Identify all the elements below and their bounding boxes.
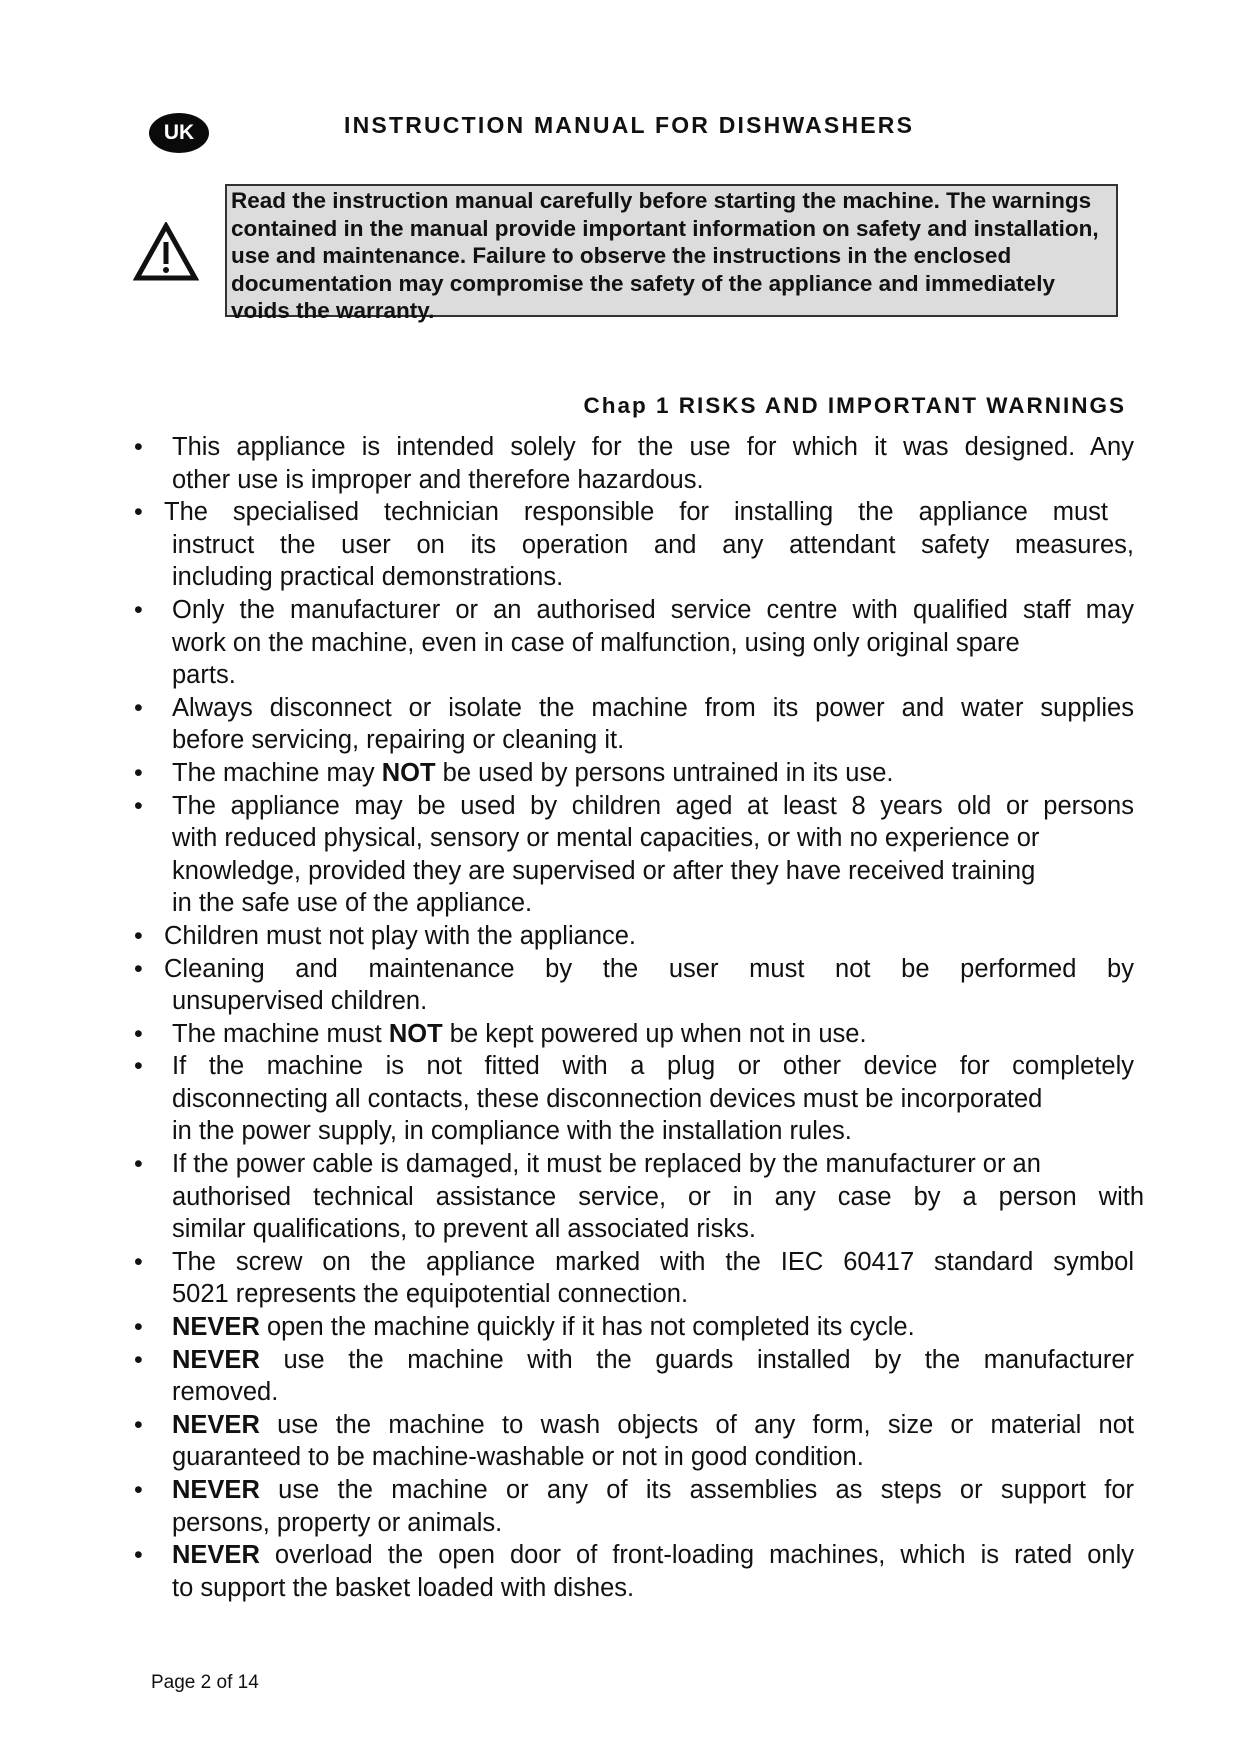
warning-triangle-icon <box>133 222 199 282</box>
list-item-line <box>172 1278 1134 1311</box>
list-item-line <box>172 464 1134 497</box>
line-text: unsupervised children. <box>172 987 428 1016</box>
bullet-icon: • <box>134 1019 143 1048</box>
list-item-line <box>172 561 1134 594</box>
bullet-icon: • <box>134 433 143 461</box>
bullet-icon: • <box>134 1410 143 1439</box>
bullet-icon: • <box>134 1052 143 1081</box>
line-text: Always disconnect or isolate the machine from its power and water supplies <box>172 693 1134 722</box>
list-item-line <box>172 1246 1134 1279</box>
list-item <box>134 1050 1134 1148</box>
bullet-icon: • <box>134 1345 143 1374</box>
list-item <box>134 757 1134 790</box>
line-text: other use is improper and therefore hazardous. <box>172 465 704 494</box>
line-text: disconnecting all contacts, these disconnection devices must be incorporated <box>172 1084 1043 1113</box>
list-item <box>134 1474 1134 1539</box>
line-text: The screw on the appliance marked with the IEC 60417 standard symbol <box>172 1247 1134 1276</box>
list-item <box>134 953 1134 1018</box>
bullet-icon: • <box>134 1476 143 1504</box>
line-text: similar qualifications, to prevent all associated risks. <box>172 1215 756 1244</box>
list-item-line <box>172 855 1134 888</box>
list-item-line <box>172 887 1134 920</box>
line-text: The machine may <box>172 758 382 787</box>
emphasis-text: NEVER <box>172 1541 260 1570</box>
chapter-heading: Chap 1 RISKS AND IMPORTANT WARNINGS <box>583 393 1126 418</box>
list-item <box>134 920 1134 953</box>
list-item-line <box>172 1441 1134 1474</box>
line-text: Cleaning and maintenance by the user must not be performed by <box>164 954 1134 983</box>
line-text: If the power cable is damaged, it must be replaced by the manufacturer or an <box>172 1150 1041 1179</box>
list-item-line <box>164 496 1108 529</box>
bullet-icon: • <box>134 595 143 624</box>
line-text: instruct the user on its operation and any attendant safety measures, <box>172 530 1134 559</box>
bullet-icon: • <box>134 693 143 722</box>
line-text: in the power supply, in compliance with the installation rules. <box>172 1117 852 1146</box>
list-item <box>134 1539 1134 1604</box>
list-item-line <box>172 790 1134 823</box>
bullet-icon: • <box>134 791 143 820</box>
line-text: work on the machine, even in case of malfunction, using only original spare <box>172 628 1020 657</box>
line-text: before servicing, repairing or cleaning it. <box>172 726 625 755</box>
list-item <box>134 1311 1134 1344</box>
list-item-line <box>172 1376 1134 1409</box>
bullet-icon: • <box>134 1247 143 1276</box>
list-item-line <box>172 627 1134 660</box>
list-item-line <box>172 529 1134 562</box>
line-text: use the machine or any of its assemblies as steps or support for <box>259 1476 1134 1504</box>
list-item-line <box>172 659 1134 692</box>
bullet-icon: • <box>134 954 143 983</box>
list-item-line <box>172 1311 1134 1344</box>
line-text: knowledge, provided they are supervised or after they have received training <box>172 856 1036 885</box>
list-item <box>134 1148 1144 1246</box>
list-item-line <box>172 1344 1134 1377</box>
line-text: parts. <box>172 661 236 690</box>
list-item-line <box>164 953 1134 986</box>
line-text: guaranteed to be machine-washable or not in good condition. <box>172 1443 864 1472</box>
line-text: Children must not play with the appliance. <box>164 921 637 950</box>
language-badge <box>149 113 209 153</box>
line-text: removed. <box>172 1378 279 1407</box>
line-text: overload the open door of front-loading machines, which is rated only <box>259 1541 1134 1570</box>
line-text: be kept powered up when not in use. <box>442 1019 867 1048</box>
line-text: Only the manufacturer or an authorised service centre with qualified staff may <box>172 595 1134 624</box>
list-item-line <box>172 1148 1134 1181</box>
bullet-icon: • <box>134 1541 143 1570</box>
emphasis-text: NEVER <box>172 1345 260 1374</box>
list-item-line <box>172 1572 1134 1605</box>
emphasis-text: NOT <box>381 758 436 787</box>
list-item-line <box>172 1115 1134 1148</box>
list-item-line <box>172 1050 1134 1083</box>
bullet-icon: • <box>134 498 143 527</box>
line-text: 5021 represents the equipotential connection. <box>172 1280 689 1309</box>
list-item <box>134 1409 1134 1474</box>
language-badge-label: UK <box>163 121 195 144</box>
list-item <box>134 1018 1134 1051</box>
page-number: Page 2 of 14 <box>151 1672 259 1693</box>
list-item <box>134 594 1134 692</box>
list-item-line <box>172 757 1134 790</box>
list-item-line <box>172 1213 1134 1246</box>
list-item <box>134 1246 1134 1311</box>
list-item-line <box>172 1181 1144 1214</box>
list-item-line <box>172 1539 1134 1572</box>
list-item <box>134 431 1134 496</box>
bullet-icon: • <box>134 1313 143 1342</box>
warnings-list <box>134 431 1144 1604</box>
warning-notice: Read the instruction manual carefully before starting the machine. The warnings contained in the manual provide important information on safety and installation, use and maintenance. Failure to observe the instructions in the enclosed documentation may compromise the safety of the appliance and immediately voids the warranty. <box>225 184 1118 317</box>
list-item-line <box>172 1083 1134 1116</box>
line-text: to support the basket loaded with dishes. <box>172 1573 635 1602</box>
list-item-line <box>172 822 1134 855</box>
list-item-line <box>172 1409 1134 1442</box>
list-item <box>134 496 1134 594</box>
list-item-line <box>172 692 1134 725</box>
list-item-line <box>172 1018 1134 1051</box>
list-item-line <box>172 1474 1134 1507</box>
line-text: use the machine to wash objects of any form, size or material not <box>259 1410 1134 1439</box>
line-text: open the machine quickly if it has not completed its cycle. <box>259 1313 915 1342</box>
bullet-icon: • <box>134 921 143 950</box>
emphasis-text: NEVER <box>172 1476 260 1504</box>
line-text: including practical demonstrations. <box>172 563 564 592</box>
bullet-icon: • <box>134 1150 143 1179</box>
line-text: authorised technical assistance service, or in any case by a person with <box>172 1182 1144 1211</box>
list-item-line <box>172 594 1134 627</box>
list-item-line <box>164 920 1134 953</box>
bullet-icon: • <box>134 758 143 787</box>
document-title: INSTRUCTION MANUAL FOR DISHWASHERS <box>344 112 915 138</box>
line-text: in the safe use of the appliance. <box>172 889 533 918</box>
line-text: The appliance may be used by children aged at least 8 years old or persons <box>172 791 1134 820</box>
list-item <box>134 692 1134 757</box>
line-text: If the machine is not fitted with a plug or other device for completely <box>172 1052 1134 1081</box>
line-text: This appliance is intended solely for the use for which it was designed. Any <box>172 433 1134 461</box>
line-text: The specialised technician responsible for installing the appliance must <box>164 498 1108 527</box>
emphasis-text: NOT <box>388 1019 443 1048</box>
line-text: use the machine with the guards installed by the manufacturer <box>259 1345 1134 1374</box>
emphasis-text: NEVER <box>172 1410 260 1439</box>
line-text: The machine must <box>172 1019 389 1048</box>
list-item-line <box>172 1507 1134 1540</box>
emphasis-text: NEVER <box>172 1313 260 1342</box>
list-item-line <box>172 724 1134 757</box>
list-item-line <box>172 431 1134 464</box>
list-item <box>134 1344 1134 1409</box>
line-text: persons, property or animals. <box>172 1508 503 1537</box>
line-text: be used by persons untrained in its use. <box>435 758 894 787</box>
line-text: with reduced physical, sensory or mental capacities, or with no experience or <box>172 824 1040 853</box>
list-item-line <box>172 985 1134 1018</box>
list-item <box>134 790 1134 920</box>
